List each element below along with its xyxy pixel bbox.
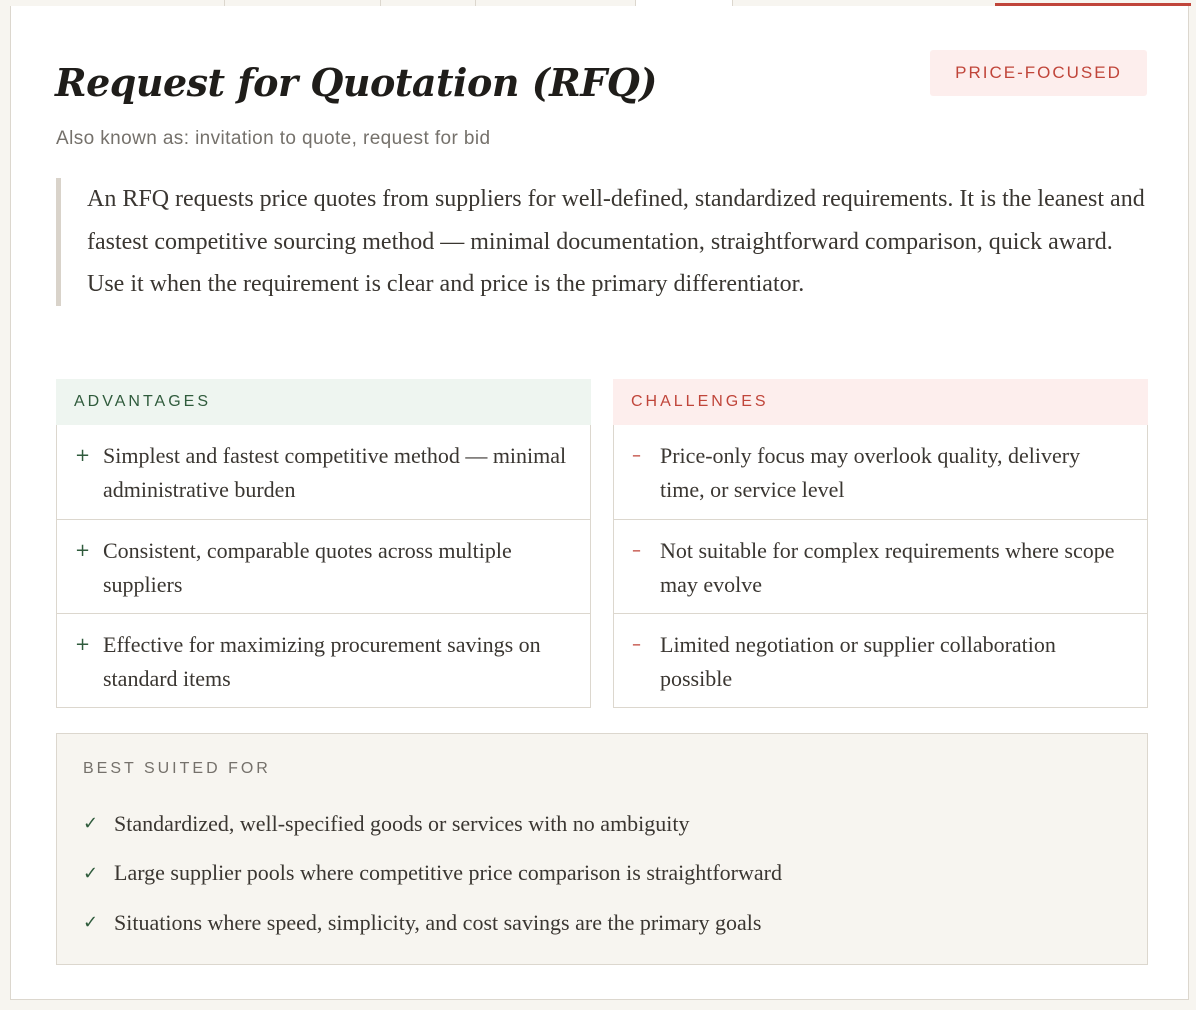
method-card <box>10 6 1189 1000</box>
best-suited-text: Situations where speed, simplicity, and cost savings are the primary goals <box>114 909 762 935</box>
challenge-text: Limited negotiation or supplier collaboration possible <box>660 632 1056 691</box>
advantage-text: Effective for maximizing procurement savings on standard items <box>103 632 541 691</box>
plus-icon: + <box>75 445 91 466</box>
best-suited-list <box>83 799 782 948</box>
best-suited-text: Large supplier pools where competitive price comparison is straightforward <box>114 860 782 886</box>
list-item <box>83 799 782 849</box>
advantages-heading: ADVANTAGES <box>56 379 591 425</box>
advantage-item <box>57 613 590 707</box>
advantage-text: Simplest and fastest competitive method — minimal administrative burden <box>103 443 567 502</box>
check-icon: ✓ <box>83 912 99 934</box>
list-item <box>83 849 782 899</box>
minus-icon: – <box>632 445 641 466</box>
minus-icon: – <box>632 540 641 561</box>
page-title: Request for Quotation (RFQ) <box>55 60 657 105</box>
list-item <box>83 898 782 948</box>
challenge-item <box>614 425 1147 519</box>
challenges-heading: CHALLENGES <box>613 379 1148 425</box>
advantage-item <box>57 425 590 519</box>
minus-icon: – <box>632 634 641 655</box>
challenge-text: Not suitable for complex requirements where scope may evolve <box>660 538 1115 597</box>
challenge-text: Price-only focus may overlook quality, delivery time, or service level <box>660 443 1081 502</box>
plus-icon: + <box>75 634 91 655</box>
best-suited-text: Standardized, well-specified goods or services with no ambiguity <box>114 810 690 836</box>
challenges-panel <box>613 379 1148 708</box>
description-quote: An RFQ requests price quotes from suppliers for well-defined, standardized requirements. It is the leanest and fastest competitive sourcing method — minimal documentation, straightforward comparison, quick award. Use it when the requirement is clear and price is the primary differentiator. <box>56 178 1147 306</box>
also-known-as: Also known as: invitation to quote, request for bid <box>56 128 491 149</box>
plus-icon: + <box>75 540 91 561</box>
challenge-item <box>614 519 1147 613</box>
challenge-item <box>614 613 1147 707</box>
best-suited-panel <box>56 733 1148 965</box>
advantage-text: Consistent, comparable quotes across multiple suppliers <box>103 538 512 597</box>
check-icon: ✓ <box>83 862 99 884</box>
advantage-item <box>57 519 590 613</box>
category-badge: PRICE-FOCUSED <box>930 50 1147 96</box>
best-suited-heading: BEST SUITED FOR <box>83 760 271 777</box>
advantages-panel <box>56 379 591 708</box>
check-icon: ✓ <box>83 813 99 835</box>
